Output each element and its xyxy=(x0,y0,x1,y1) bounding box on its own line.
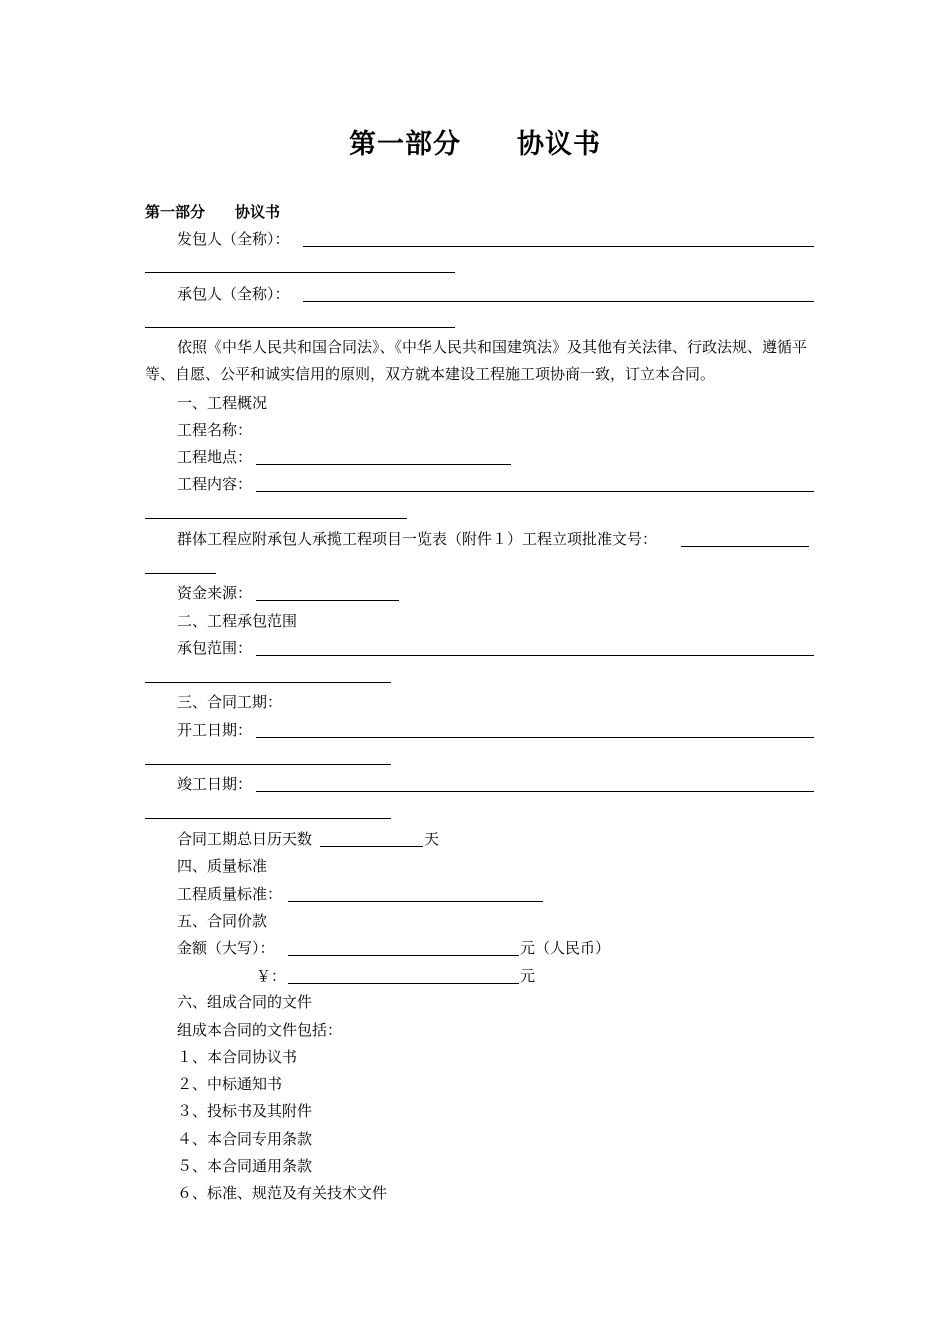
amount-words-blank[interactable] xyxy=(288,955,519,956)
project-content-blank-1[interactable] xyxy=(256,491,814,492)
chengbao-blank-2[interactable] xyxy=(145,327,455,328)
section-4-heading: 四、质量标准 xyxy=(177,857,268,875)
intro-paragraph: 依照《中华人民共和国合同法》、《中华人民共和国建筑法》及其他有关法律、行政法规、遵循平等、自愿、公平和诚实信用的原则，双方就本建设工程施工项协商一致，订立本合同。 xyxy=(145,338,808,383)
completion-date-blank-1[interactable] xyxy=(256,791,814,792)
project-location-blank[interactable] xyxy=(256,464,511,465)
approval-number-blank-2[interactable] xyxy=(145,573,216,574)
start-date-blank-2[interactable] xyxy=(145,764,391,765)
amount-figures-unit: 元 xyxy=(520,967,536,985)
document-title: 第一部分 协议书 xyxy=(349,129,601,160)
section-1-heading: 一、工程概况 xyxy=(177,394,268,412)
amount-figures-blank[interactable] xyxy=(288,983,519,984)
quality-standard-blank[interactable] xyxy=(288,901,543,902)
chengbao-blank-1[interactable] xyxy=(303,301,814,302)
contract-scope-label: 承包范围： xyxy=(177,639,253,657)
days-unit: 天 xyxy=(424,830,440,848)
amount-words-unit: 元（人民币） xyxy=(520,939,611,957)
list-item: ３、投标书及其附件 xyxy=(177,1102,313,1120)
section-2-heading: 二、工程承包范围 xyxy=(177,612,298,630)
quality-standard-label: 工程质量标准： xyxy=(177,885,283,903)
list-item: ２、中标通知书 xyxy=(177,1075,283,1093)
chengbao-label: 承包人（全称）： xyxy=(177,285,290,303)
section-heading: 第一部分 协议书 xyxy=(145,203,281,221)
start-date-label: 开工日期： xyxy=(177,721,253,739)
project-content-blank-2[interactable] xyxy=(145,518,407,519)
funding-source-blank[interactable] xyxy=(256,600,399,601)
documents-intro: 组成本合同的文件包括： xyxy=(177,1021,343,1039)
section-3-heading: 三、合同工期： xyxy=(177,693,283,711)
approval-number-blank-1[interactable] xyxy=(681,546,809,547)
amount-figures-label: ￥： xyxy=(256,967,287,985)
funding-source-label: 资金来源： xyxy=(177,584,253,602)
approval-number-label: 群体工程应附承包人承揽工程项目一览表（附件１）工程立项批准文号： xyxy=(177,530,658,548)
completion-date-label: 竣工日期： xyxy=(177,775,253,793)
total-days-label: 合同工期总日历天数 xyxy=(177,830,313,848)
project-name-label: 工程名称： xyxy=(177,421,253,439)
contract-scope-blank-2[interactable] xyxy=(145,682,391,683)
section-5-heading: 五、合同价款 xyxy=(177,912,268,930)
project-location-label: 工程地点： xyxy=(177,448,253,466)
fabao-blank-1[interactable] xyxy=(303,246,814,247)
fabao-label: 发包人（全称）： xyxy=(177,230,290,248)
list-item: ６、标准、规范及有关技术文件 xyxy=(177,1184,388,1202)
amount-words-label: 金额（大写）： xyxy=(177,939,275,957)
section-6-heading: 六、组成合同的文件 xyxy=(177,993,313,1011)
list-item: ５、本合同通用条款 xyxy=(177,1157,313,1175)
fabao-blank-2[interactable] xyxy=(145,272,455,273)
completion-date-blank-2[interactable] xyxy=(145,818,391,819)
contract-scope-blank-1[interactable] xyxy=(256,655,814,656)
project-content-label: 工程内容： xyxy=(177,475,253,493)
start-date-blank-1[interactable] xyxy=(256,737,814,738)
total-days-blank[interactable] xyxy=(320,846,423,847)
list-item: １、本合同协议书 xyxy=(177,1048,298,1066)
list-item: ４、本合同专用条款 xyxy=(177,1130,313,1148)
